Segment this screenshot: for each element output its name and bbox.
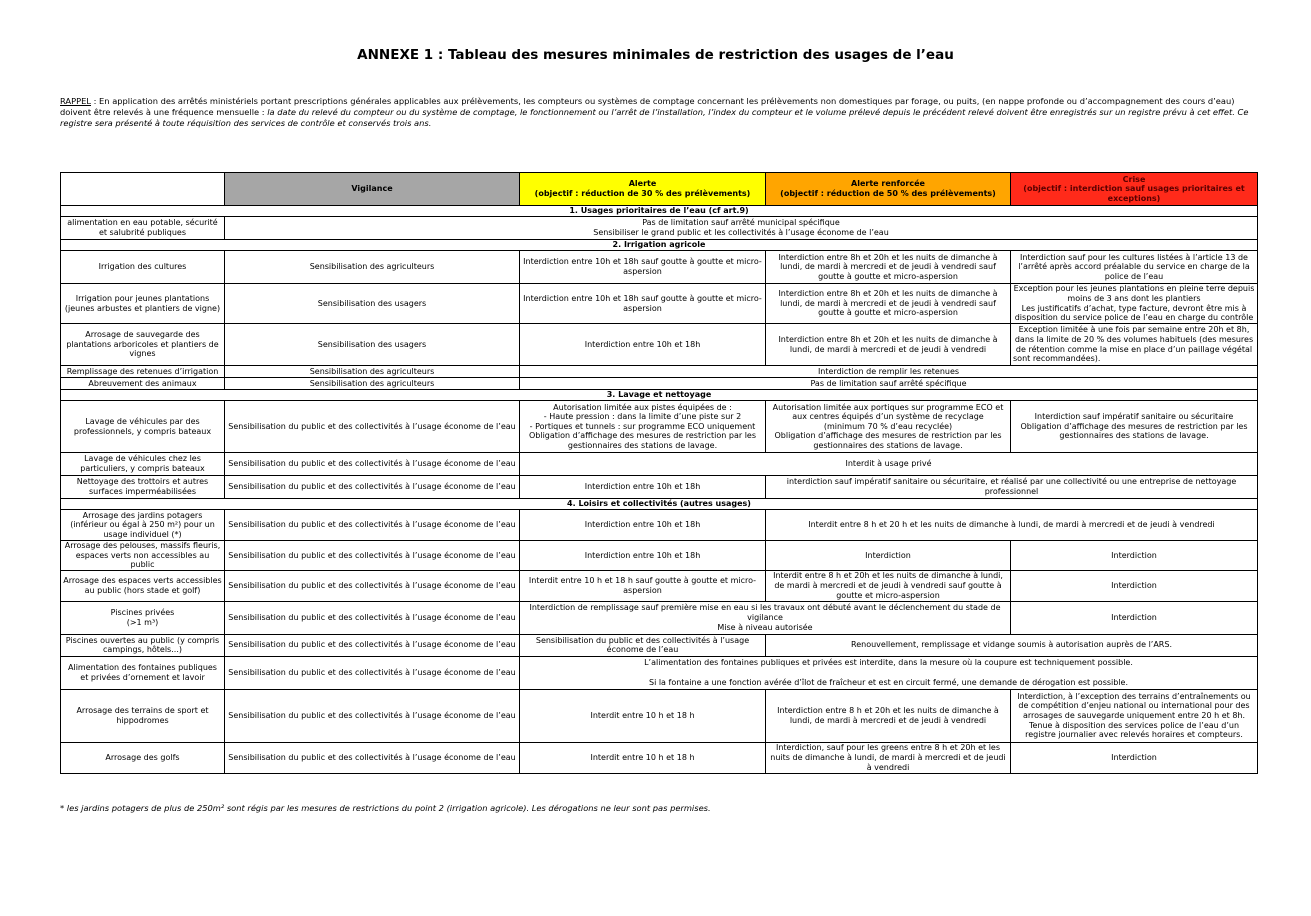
alerte-cell: Interdiction entre 10h et 18h: [520, 541, 766, 571]
footnote: * les jardins potagers de plus de 250m² sont régis par les mesures de restrictions du point 2 (irrigation agricole). Les dérogations ne leur sont pas permises.: [60, 803, 711, 813]
renforcee-cell: Interdiction entre 8 h et 20h et les nuits de dimanche à lundi, de mardi à mercredi et de jeudi à vendredi: [766, 689, 1011, 742]
header-usage: [61, 173, 225, 206]
vigilance-cell: Sensibilisation du public et des collectivités à l’usage économe de l’eau: [225, 601, 520, 634]
usage-cell: Arrosage des espaces verts accessibles au public (hors stade et golf): [61, 570, 225, 601]
merged-cell: Interdit à usage privé: [520, 453, 1258, 476]
table-row: [61, 570, 1258, 601]
usage-cell: Piscines privées (>1 m³): [61, 601, 225, 634]
table-row: [61, 689, 1258, 742]
merged-cell: Renouvellement, remplissage et vidange soumis à autorisation auprès de l’ARS.: [766, 634, 1258, 656]
table-row: [61, 251, 1258, 284]
header-crise: Crise (objectif : interdiction sauf usages prioritaires et exceptions): [1011, 173, 1258, 206]
vigilance-cell: Sensibilisation du public et des collectivités à l’usage économe de l’eau: [225, 401, 520, 453]
alerte-cell: Interdit entre 10 h et 18 h: [520, 689, 766, 742]
vigilance-cell: Sensibilisation des agriculteurs: [225, 378, 520, 390]
alerte-cell: Interdiction entre 10h et 18h sauf goutte à goutte et micro-aspersion: [520, 284, 766, 324]
table-row: [61, 324, 1258, 366]
table-row: [61, 453, 1258, 476]
usage-cell: Lavage de véhicules chez les particuliers, y compris bateaux: [61, 453, 225, 476]
alerte-cell: Interdiction entre 10h et 18h: [520, 510, 766, 541]
usage-cell: alimentation en eau potable, sécurité et salubrité publiques: [61, 217, 225, 240]
usage-cell: Lavage de véhicules par des professionnels, y compris bateaux: [61, 401, 225, 453]
merged-cell: interdiction sauf impératif sanitaire ou sécuritaire, et réalisé par une collectivité ou une entreprise de nettoyage professionnel: [766, 476, 1258, 499]
rappel-paragraph: [60, 96, 1260, 129]
renforcee-cell: Interdit entre 8 h et 20h et les nuits de dimanche à lundi, de mardi à mercredi et de jeudi à vendredi sauf goutte à goutte et micro-aspersion: [766, 570, 1011, 601]
usage-cell: Arrosage des golfs: [61, 742, 225, 773]
section-row: [61, 390, 1258, 401]
usage-cell: Remplissage des retenues d’irrigation: [61, 366, 225, 378]
usage-cell: Arrosage des pelouses, massifs fleuris, espaces verts non accessibles au public: [61, 541, 225, 571]
section-row: [61, 206, 1258, 217]
renforcee-cell: Interdiction, sauf pour les greens entre 8 h et 20h et les nuits de dimanche à lundi, de mardi à mercredi et de jeudi à vendredi: [766, 742, 1011, 773]
crise-cell: Interdiction: [1011, 601, 1258, 634]
alerte-cell: Interdit entre 10 h et 18 h: [520, 742, 766, 773]
usage-cell: Abreuvement des animaux: [61, 378, 225, 390]
renforcee-cell: Interdiction entre 8h et 20h et les nuits de dimanche à lundi, de mardi à mercredi et de jeudi à vendredi sauf goutte à goutte et micro-aspersion: [766, 251, 1011, 284]
crise-cell: Interdiction sauf impératif sanitaire ou sécuritaire Obligation d’affichage des mesures de restriction par les gestionnaires des stations de lavage.: [1011, 401, 1258, 453]
table-row: [61, 284, 1258, 324]
crise-cell: Interdiction: [1011, 541, 1258, 571]
crise-cell: Interdiction: [1011, 742, 1258, 773]
renforcee-cell: Interdiction entre 8h et 20h et les nuits de dimanche à lundi, de mardi à mercredi et de jeudi à vendredi sauf goutte à goutte et micro-aspersion: [766, 284, 1011, 324]
restriction-table: [60, 172, 1258, 774]
table-row: [61, 634, 1258, 656]
vigilance-cell: Sensibilisation du public et des collectivités à l’usage économe de l’eau: [225, 453, 520, 476]
renforcee-cell: Interdiction: [766, 541, 1011, 571]
section-title: 4. Loisirs et collectivités (autres usages): [61, 499, 1258, 510]
table-row: [61, 742, 1258, 773]
usage-cell: Alimentation des fontaines publiques et privées d’ornement et lavoir: [61, 656, 225, 689]
section-row: [61, 240, 1258, 251]
renforcee-cell: Autorisation limitée aux portiques sur programme ECO et aux centres équipés d’un système de recyclage (minimum 70 % d’eau recyclée) Obligation d’affichage des mesures de restriction par les gestionnaires des stations de lavage.: [766, 401, 1011, 453]
merged-cell: Interdiction de remplir les retenues: [520, 366, 1258, 378]
vigilance-cell: Sensibilisation du public et des collectivités à l’usage économe de l’eau: [225, 476, 520, 499]
renforcee-cell: Interdiction entre 8h et 20h et les nuits de dimanche à lundi, de mardi à mercredi et de jeudi à vendredi: [766, 324, 1011, 366]
table-row: [61, 601, 1258, 634]
usage-cell: Arrosage des terrains de sport et hippodromes: [61, 689, 225, 742]
vigilance-cell: Sensibilisation du public et des collectivités à l’usage économe de l’eau: [225, 570, 520, 601]
table-row: [61, 656, 1258, 689]
rappel-italic: la date du relevé du compteur ou du système de comptage, le fonctionnement ou l’arrêt de l’installation, l’index du compteur et le volume prélevé depuis le précédent relevé doivent être enregistrés sur un registre prévu à cet effet. Ce registre sera présenté à toute réquisition des services de contrôle et conservés trois ans.: [60, 107, 1249, 128]
usage-cell: Irrigation des cultures: [61, 251, 225, 284]
alerte-cell: Autorisation limitée aux pistes équipées de : - Haute pression : dans la limite d’une piste sur 2 - Portiques et tunnels : sur programme ECO uniquement Obligation d’affichage des mesures de restriction par les gestionnaires des stations de lavage.: [520, 401, 766, 453]
vigilance-cell: Sensibilisation des usagers: [225, 324, 520, 366]
crise-cell: Exception limitée à une fois par semaine entre 20h et 8h, dans la limite de 20 % des volumes habituels (des mesures de rétention comme la mise en place d’un paillage végétal sont recommandées).: [1011, 324, 1258, 366]
vigilance-cell: Sensibilisation des usagers: [225, 284, 520, 324]
page-title: ANNEXE 1 : Tableau des mesures minimales de restriction des usages de l’eau: [357, 47, 954, 63]
vigilance-cell: Sensibilisation du public et des collectivités à l’usage économe de l’eau: [225, 656, 520, 689]
vigilance-cell: Sensibilisation du public et des collectivités à l’usage économe de l’eau: [225, 510, 520, 541]
vigilance-cell: Sensibilisation du public et des collectivités à l’usage économe de l’eau: [225, 634, 520, 656]
vigilance-cell: Sensibilisation des agriculteurs: [225, 251, 520, 284]
usage-cell: Irrigation pour jeunes plantations (jeunes arbustes et plantiers de vigne): [61, 284, 225, 324]
crise-cell: Exception pour les jeunes plantations en pleine terre depuis moins de 3 ans dont les plantiers Les justificatifs d’achat, type facture, devront être mis à disposition du service police de l’eau en charge du contrôle: [1011, 284, 1258, 324]
usage-cell: Piscines ouvertes au public (y compris campings, hôtels...): [61, 634, 225, 656]
crise-cell: Interdiction: [1011, 570, 1258, 601]
merged-cell: Pas de limitation sauf arrêté spécifique: [520, 378, 1258, 390]
alerte-cell: Interdiction entre 10h et 18h sauf goutte à goutte et micro-aspersion: [520, 251, 766, 284]
alerte-cell: Interdit entre 10 h et 18 h sauf goutte à goutte et micro-aspersion: [520, 570, 766, 601]
header-row: [61, 173, 1258, 206]
usage-cell: Arrosage de sauvegarde des plantations arboricoles et plantiers de vignes: [61, 324, 225, 366]
usage-cell: Nettoyage des trottoirs et autres surfaces imperméabilisées: [61, 476, 225, 499]
vigilance-cell: Sensibilisation du public et des collectivités à l’usage économe de l’eau: [225, 541, 520, 571]
alerte-cell: Interdiction entre 10h et 18h: [520, 476, 766, 499]
table-row: [61, 510, 1258, 541]
crise-cell: Interdiction sauf pour les cultures listées à l’article 13 de l’arrêté après accord préalable du service en charge de la police de l’eau: [1011, 251, 1258, 284]
section-row: [61, 499, 1258, 510]
table-row: [61, 217, 1258, 240]
merged-cell: L’alimentation des fontaines publiques et privées est interdite, dans la mesure où la coupure est techniquement possible. Si la fontaine a une fonction avérée d’îlot de fraîcheur et est en circuit fermé, une demande de dérogation est possible.: [520, 656, 1258, 689]
vigilance-cell: Sensibilisation du public et des collectivités à l’usage économe de l’eau: [225, 742, 520, 773]
merged-cell: Pas de limitation sauf arrêté municipal spécifique Sensibiliser le grand public et les collectivités à l’usage économe de l’eau: [225, 217, 1258, 240]
merged-cell: Interdit entre 8 h et 20 h et les nuits de dimanche à lundi, de mardi à mercredi et de jeudi à vendredi: [766, 510, 1258, 541]
section-title: 1. Usages prioritaires de l’eau (cf art.9): [61, 206, 1258, 217]
usage-cell: Arrosage des jardins potagers (inférieur ou égal à 250 m²) pour un usage individuel (*): [61, 510, 225, 541]
alerte-cell: Sensibilisation du public et des collectivités à l’usage économe de l’eau: [520, 634, 766, 656]
header-alerte: Alerte (objectif : réduction de 30 % des prélèvements): [520, 173, 766, 206]
section-title: 3. Lavage et nettoyage: [61, 390, 1258, 401]
header-alerte-renforcee: Alerte renforcée (objectif : réduction de 50 % des prélèvements): [766, 173, 1011, 206]
table-row: [61, 541, 1258, 571]
rappel-label: RAPPEL: [60, 96, 91, 106]
table-row: [61, 476, 1258, 499]
merged-cell: Interdiction de remplissage sauf première mise en eau si les travaux ont débuté avant le déclenchement du stade de vigilance Mise à niveau autorisée: [520, 601, 1011, 634]
header-vigilance: Vigilance: [225, 173, 520, 206]
vigilance-cell: Sensibilisation du public et des collectivités à l’usage économe de l’eau: [225, 689, 520, 742]
rappel-text: : En application des arrêtés ministériels portant prescriptions générales applicables aux prélèvements, les compteurs ou systèmes de comptage concernant les prélèvements non domestiques par forage, ou puits, (en nappe profonde ou d’accompagnement des cours d’eau) doivent être relevés à une fréquence mensuelle :: [60, 96, 1235, 117]
section-title: 2. Irrigation agricole: [61, 240, 1258, 251]
crise-cell: Interdiction, à l’exception des terrains d’entraînements ou de compétition d’enjeu national ou international pour des arrosages de sauvegarde uniquement entre 20 h et 8h. Tenue à disposition des services police de l’eau d’un registre journalier avec relevés horaires et compteurs.: [1011, 689, 1258, 742]
table-row: [61, 401, 1258, 453]
table-row: [61, 378, 1258, 390]
table-row: [61, 366, 1258, 378]
alerte-cell: Interdiction entre 10h et 18h: [520, 324, 766, 366]
vigilance-cell: Sensibilisation des agriculteurs: [225, 366, 520, 378]
